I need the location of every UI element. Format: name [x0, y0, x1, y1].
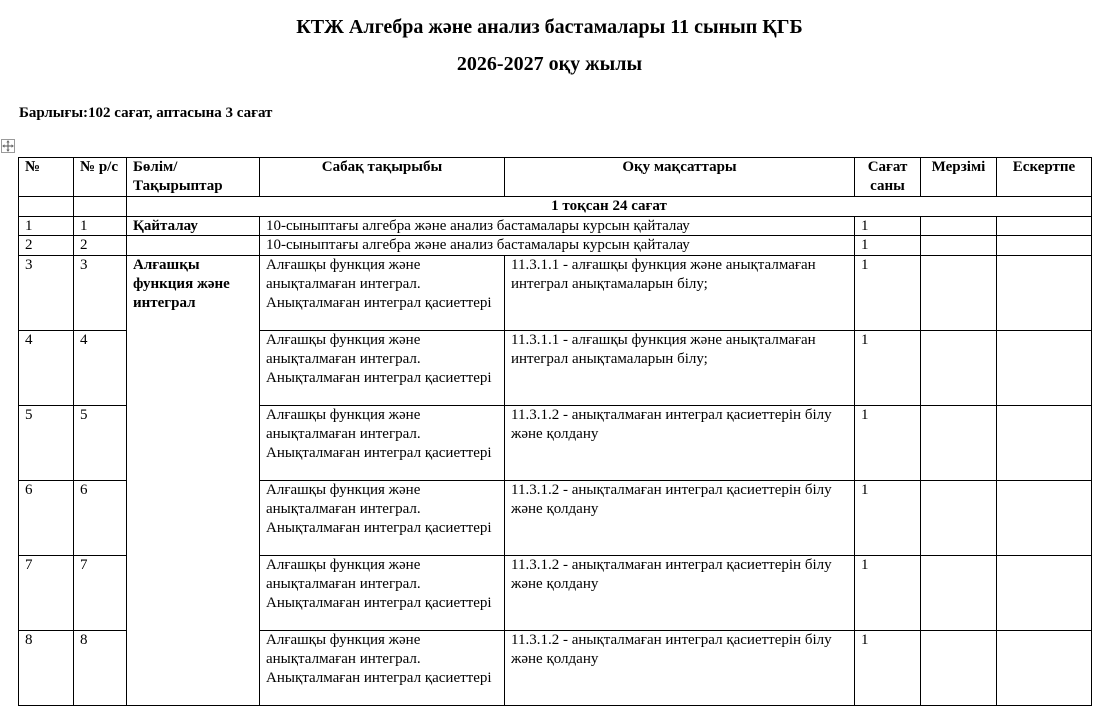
row-topic: 10-сыныптағы алгебра және анализ бастамалары курсын қайталау — [260, 216, 855, 236]
row-hours: 1 — [855, 216, 921, 236]
row-topic: Алғашқы функция және анықталмаған интеграл. Анықталмаған интеграл қасиеттері — [260, 331, 505, 406]
row-notes — [997, 216, 1092, 236]
row-hours: 1 — [855, 256, 921, 331]
row-objective: 11.3.1.1 - алғашқы функция және анықталмаған интеграл анықтамаларын білу; — [505, 331, 855, 406]
row-num: 5 — [19, 406, 74, 481]
header-hours: Сағат саны — [855, 158, 921, 197]
table-header-row — [19, 158, 1092, 197]
empty-cell — [74, 197, 127, 217]
row-deadline — [921, 481, 997, 556]
empty-cell — [19, 197, 74, 217]
row-notes — [997, 256, 1092, 331]
row-rs: 6 — [74, 481, 127, 556]
document-title: КТЖ Алгебра және анализ бастамалары 11 сынып ҚГБ — [296, 16, 803, 38]
row-rs: 4 — [74, 331, 127, 406]
row-topic: Алғашқы функция және анықталмаған интеграл. Анықталмаған интеграл қасиеттері — [260, 481, 505, 556]
row-rs: 3 — [74, 256, 127, 331]
row-notes — [997, 236, 1092, 256]
row-topic: Алғашқы функция және анықталмаған интеграл. Анықталмаған интеграл қасиеттері — [260, 406, 505, 481]
row-deadline — [921, 556, 997, 631]
header-section: Бөлім/ Тақырыптар — [127, 158, 260, 197]
row-hours: 1 — [855, 481, 921, 556]
row-rs: 1 — [74, 216, 127, 236]
row-hours: 1 — [855, 236, 921, 256]
row-num: 7 — [19, 556, 74, 631]
row-deadline — [921, 216, 997, 236]
curriculum-table — [18, 157, 1092, 706]
header-notes: Ескертпе — [997, 158, 1092, 197]
row-num: 8 — [19, 631, 74, 706]
row-topic: Алғашқы функция және анықталмаған интеграл. Анықталмаған интеграл қасиеттері — [260, 256, 505, 331]
row-notes — [997, 631, 1092, 706]
row-rs: 7 — [74, 556, 127, 631]
row-objective: 11.3.1.1 - алғашқы функция және анықталмаған интеграл анықтамаларын білу; — [505, 256, 855, 331]
row-num: 2 — [19, 236, 74, 256]
row-num: 4 — [19, 331, 74, 406]
row-objective: 11.3.1.2 - анықталмаған интеграл қасиеттерін білу және қолдану — [505, 631, 855, 706]
row-rs: 5 — [74, 406, 127, 481]
table-row — [19, 236, 1092, 256]
row-objective: 11.3.1.2 - анықталмаған интеграл қасиеттерін білу және қолдану — [505, 481, 855, 556]
row-topic: Алғашқы функция және анықталмаған интеграл. Анықталмаған интеграл қасиеттері — [260, 631, 505, 706]
row-hours: 1 — [855, 556, 921, 631]
table-row — [19, 256, 1092, 331]
row-hours: 1 — [855, 406, 921, 481]
academic-year: 2026-2027 оқу жылы — [456, 53, 643, 75]
row-topic: 10-сыныптағы алгебра және анализ бастамалары курсын қайталау — [260, 236, 855, 256]
row-deadline — [921, 331, 997, 406]
header-objectives: Оқу мақсаттары — [505, 158, 855, 197]
row-num: 6 — [19, 481, 74, 556]
row-topic: Алғашқы функция және анықталмаған интеграл. Анықталмаған интеграл қасиеттері — [260, 556, 505, 631]
header-deadline: Мерзімі — [921, 158, 997, 197]
row-num: 3 — [19, 256, 74, 331]
total-hours: Барлығы:102 сағат, аптасына 3 сағат — [19, 105, 273, 121]
row-rs: 8 — [74, 631, 127, 706]
quarter-label: 1 тоқсан 24 сағат — [127, 197, 1092, 217]
section-repeat: Қайталау — [127, 216, 260, 236]
row-objective: 11.3.1.2 - анықталмаған интеграл қасиеттерін білу және қолдану — [505, 556, 855, 631]
section-empty — [127, 236, 260, 256]
row-deadline — [921, 256, 997, 331]
header-num: № — [19, 158, 74, 197]
row-notes — [997, 406, 1092, 481]
row-deadline — [921, 631, 997, 706]
row-hours: 1 — [855, 631, 921, 706]
header-topic: Сабақ тақырыбы — [260, 158, 505, 197]
header-num-rs: № р/с — [74, 158, 127, 197]
row-notes — [997, 556, 1092, 631]
row-num: 1 — [19, 216, 74, 236]
table-move-handle-icon[interactable] — [1, 139, 15, 153]
row-hours: 1 — [855, 331, 921, 406]
section-integral: Алғашқы функция және интеграл — [127, 256, 260, 706]
table-row — [19, 216, 1092, 236]
row-notes — [997, 331, 1092, 406]
row-objective: 11.3.1.2 - анықталмаған интеграл қасиеттерін білу және қолдану — [505, 406, 855, 481]
row-deadline — [921, 236, 997, 256]
row-rs: 2 — [74, 236, 127, 256]
quarter-row — [19, 197, 1092, 217]
row-deadline — [921, 406, 997, 481]
row-notes — [997, 481, 1092, 556]
